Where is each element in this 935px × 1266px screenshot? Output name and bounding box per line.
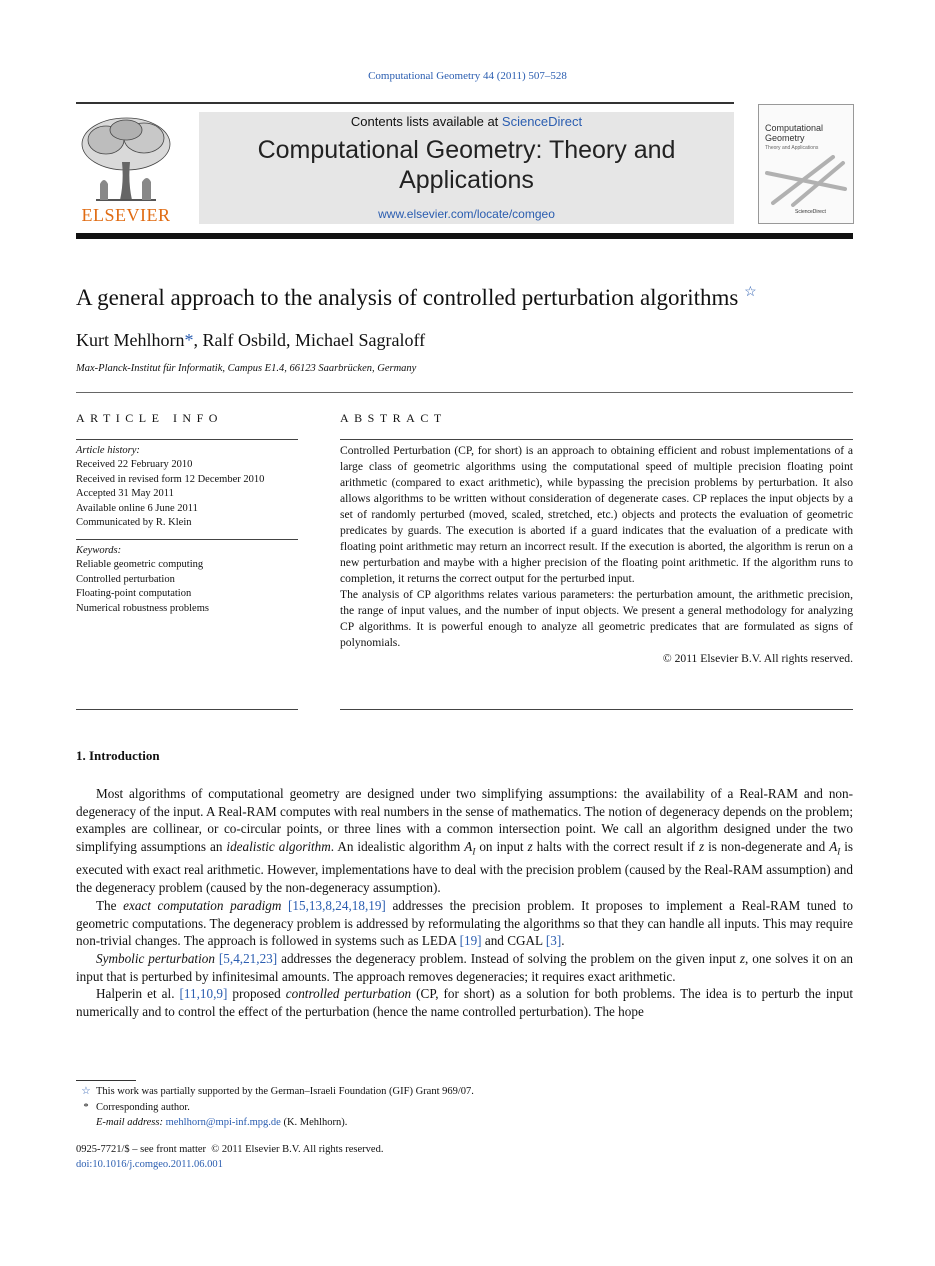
journal-title-line2: Applications [399,166,534,194]
journal-reference-link[interactable]: Computational Geometry 44 (2011) 507–528 [368,70,567,82]
introduction-body [76,785,853,1021]
email-label: E-mail address: [96,1117,166,1128]
header-top-rule [76,102,734,104]
author-name: Michael Sagraloff [294,330,426,350]
article-info-heading: ARTICLE INFO [76,411,223,425]
citation-link[interactable]: [11,10,9] [179,986,228,1002]
cover-publisher: ScienceDirect [795,209,826,215]
keyword-item: Reliable geometric computing [76,559,204,571]
citation-link[interactable]: [15,13,8,24,18,19] [288,897,386,913]
footnote-symbol: ☆ [81,1086,91,1097]
text-run: . An idealistic algorithm [330,839,465,855]
math-symbol: $A_I$ [829,839,841,857]
author-affiliation: Max-Planck-Institut für Informatik, Campus E1.4, 66123 Saarbrücken, Germany [76,363,417,374]
article-title [76,284,757,311]
math-symbol: z [739,950,746,966]
abstract-body [340,443,853,667]
math-symbol: z [699,839,705,855]
article-info-rule [76,709,298,710]
header-bottom-rule [76,233,853,239]
text-run: halts with the correct result if [532,839,700,855]
journal-url-link[interactable]: www.elsevier.com/locate/comgeo [378,207,555,221]
footnote-funding [76,1084,853,1100]
contents-prefix: Contents lists available at [350,114,502,129]
footnote-text: This work was partially supported by the German–Israeli Foundation (GIF) Grant 969/07. [96,1086,474,1097]
journal-title-line1: Computational Geometry: Theory and [257,136,676,164]
history-item: Accepted 31 May 2011 [76,488,174,500]
emphasis: Symbolic perturbation [96,950,215,966]
history-item: Received 22 February 2010 [76,459,193,471]
keyword-item: Floating-point computation [76,588,192,600]
text-run: (CP, for short) as a solution for both problems. The idea is to perturb the input numerically and to control the effect of the perturbation (hence the name controlled perturbation). The hope [76,986,853,1020]
keyword-item: Numerical robustness problems [76,602,209,614]
author-name: Kurt Mehlhorn [76,330,185,350]
cover-graphic [763,153,849,207]
text-run: The [96,897,124,913]
publisher-name: ELSEVIER [81,205,171,225]
article-info-rule [76,439,298,440]
corresponding-author-mark[interactable]: * [184,330,194,350]
keyword-item: Controlled perturbation [76,573,175,585]
math-symbol: $A_I$ [464,839,476,857]
emphasis: idealistic algorithm [226,839,331,855]
intro-paragraph [76,985,853,1020]
issn-line: 0925-7721/$ – see front matter © 2011 Elsevier B.V. All rights reserved. [76,1144,384,1155]
journal-cover-thumbnail[interactable] [758,104,854,224]
history-item: Communicated by R. Klein [76,517,192,529]
emphasis: exact computation paradigm [123,897,282,913]
abstract-heading: ABSTRACT [340,411,447,425]
title-footnote-star[interactable]: ☆ [744,285,757,300]
doi-link[interactable]: doi:10.1016/j.comgeo.2011.06.001 [76,1159,223,1170]
footnote-symbol: * [83,1101,89,1113]
citation-link[interactable]: [3] [545,933,562,949]
page-footer [76,1142,383,1172]
history-label: Article history: [76,445,140,456]
sciencedirect-link[interactable]: ScienceDirect [501,114,583,129]
text-run: addresses the precision problem. It proposes to implement a Real-RAM tuned to geometric computations. The degeneracy problem is addressed by reformulating the algorithms so that they can handle all inputs. This may require non-trivial changes. The approach is followed in systems such as LEDA [76,897,854,949]
abstract-rule [340,439,853,440]
email-link[interactable]: mehlhorn@mpi-inf.mpg.de [165,1117,281,1128]
footnote-text: Corresponding author. [96,1101,190,1113]
intro-paragraph [76,897,853,950]
contents-available-line [199,114,734,129]
text-run: proposed [227,986,286,1002]
text-run: and CGAL [481,933,546,949]
section-separator-rule [76,392,853,393]
author-name: Ralf Osbild [202,330,286,350]
text-run: Halperin et al. [96,986,180,1002]
emphasis: controlled perturbation [285,986,412,1002]
abstract-paragraph: Controlled Perturbation (CP, for short) is an approach to obtaining efficient and robust implementations of a large class of geometric algorithms using the computational speed of multiple precision floating point arithmetic (compared to exact arithmetic), while bypassing the precision problems by perturbation. It also allows algorithms to be written without consideration of degenerate cases. CP replaces the input objects by a set of randomly perturbed (moved, scaled, stretched, etc.) objects and protects the evaluation of geometric predicates by guards. The execution is aborted if a guard indicates that the evaluation of a predicate with floating point arithmetic may return an incorrect result. If the execution is aborted, the algorithm is rerun on a new perturbation and maybe with a higher precision of the floating point arithmetic. If the algorithm runs to completion, it returns the correct output for the perturbed input. [340,444,853,585]
keywords-label: Keywords: [76,545,122,556]
intro-paragraph [76,785,853,897]
author-list: Kurt Mehlhorn*, Ralf Osbild, Michael Sagraloff [76,330,426,350]
math-symbol: z [527,839,533,855]
text-run: is non-degenerate and [704,839,830,855]
keywords-list [76,544,298,616]
abstract-copyright: © 2011 Elsevier B.V. All rights reserved. [662,652,853,665]
footnotes [76,1084,853,1131]
article-info-rule [76,539,298,540]
text-run: is executed with exact real arithmetic. However, implementations have to deal with the precision problem (caused by the Real-RAM assumption) and the degeneracy problem (caused by the non-degeneracy assumption). [76,839,854,896]
introduction-heading: 1. Introduction [76,748,160,763]
cover-subtitle: Theory and Applications [765,145,819,151]
email-suffix: (K. Mehlhorn). [280,1117,348,1128]
history-item: Received in revised form 12 December 2010 [76,473,265,485]
abstract-paragraph: The analysis of CP algorithms relates various parameters: the perturbation amount, the arithmetic precision, the range of input values, and the number of input objects. We present a general methodology for analyzing CP algorithms. It is powerful enough to analyze all geometric predicates that are formulated as signs of polynomials. [340,588,853,649]
abstract-rule [340,709,853,710]
footnote-corresponding [76,1100,853,1116]
citation-link[interactable]: [5,4,21,23] [218,950,278,966]
intro-paragraph [76,950,853,985]
footnote-email [76,1115,853,1131]
text-run: Most algorithms of computational geometry are designed under two simplifying assumptions: the availability of a Real-RAM and non-degeneracy of the input. A Real-RAM computes with real numbers in the sense of mathematics. The notion of degeneracy depends on the problem; examples are collinear, or co-circular points, or three lines with a common intersection point. We call an algorithm designed under the two simplifying assumptions an [76,786,853,855]
article-title-text: A general approach to the analysis of controlled perturbation algorithms [76,285,739,310]
journal-title [199,135,734,195]
footnote-rule [76,1080,136,1081]
cover-title: Computational Geometry [765,123,824,143]
article-history [76,444,298,530]
history-item: Available online 6 June 2011 [76,502,198,514]
citation-link[interactable]: [19] [459,933,482,949]
text-run: addresses the degeneracy problem. Instead of solving the problem on the given input [277,950,740,966]
text-run: on input [475,839,528,855]
text-run: . [561,933,565,949]
text-run: , one solves it on an input that is perturbed by infinitesimal amounts. The approach removes degeneracies; it requires exact arithmetic. [76,950,854,984]
